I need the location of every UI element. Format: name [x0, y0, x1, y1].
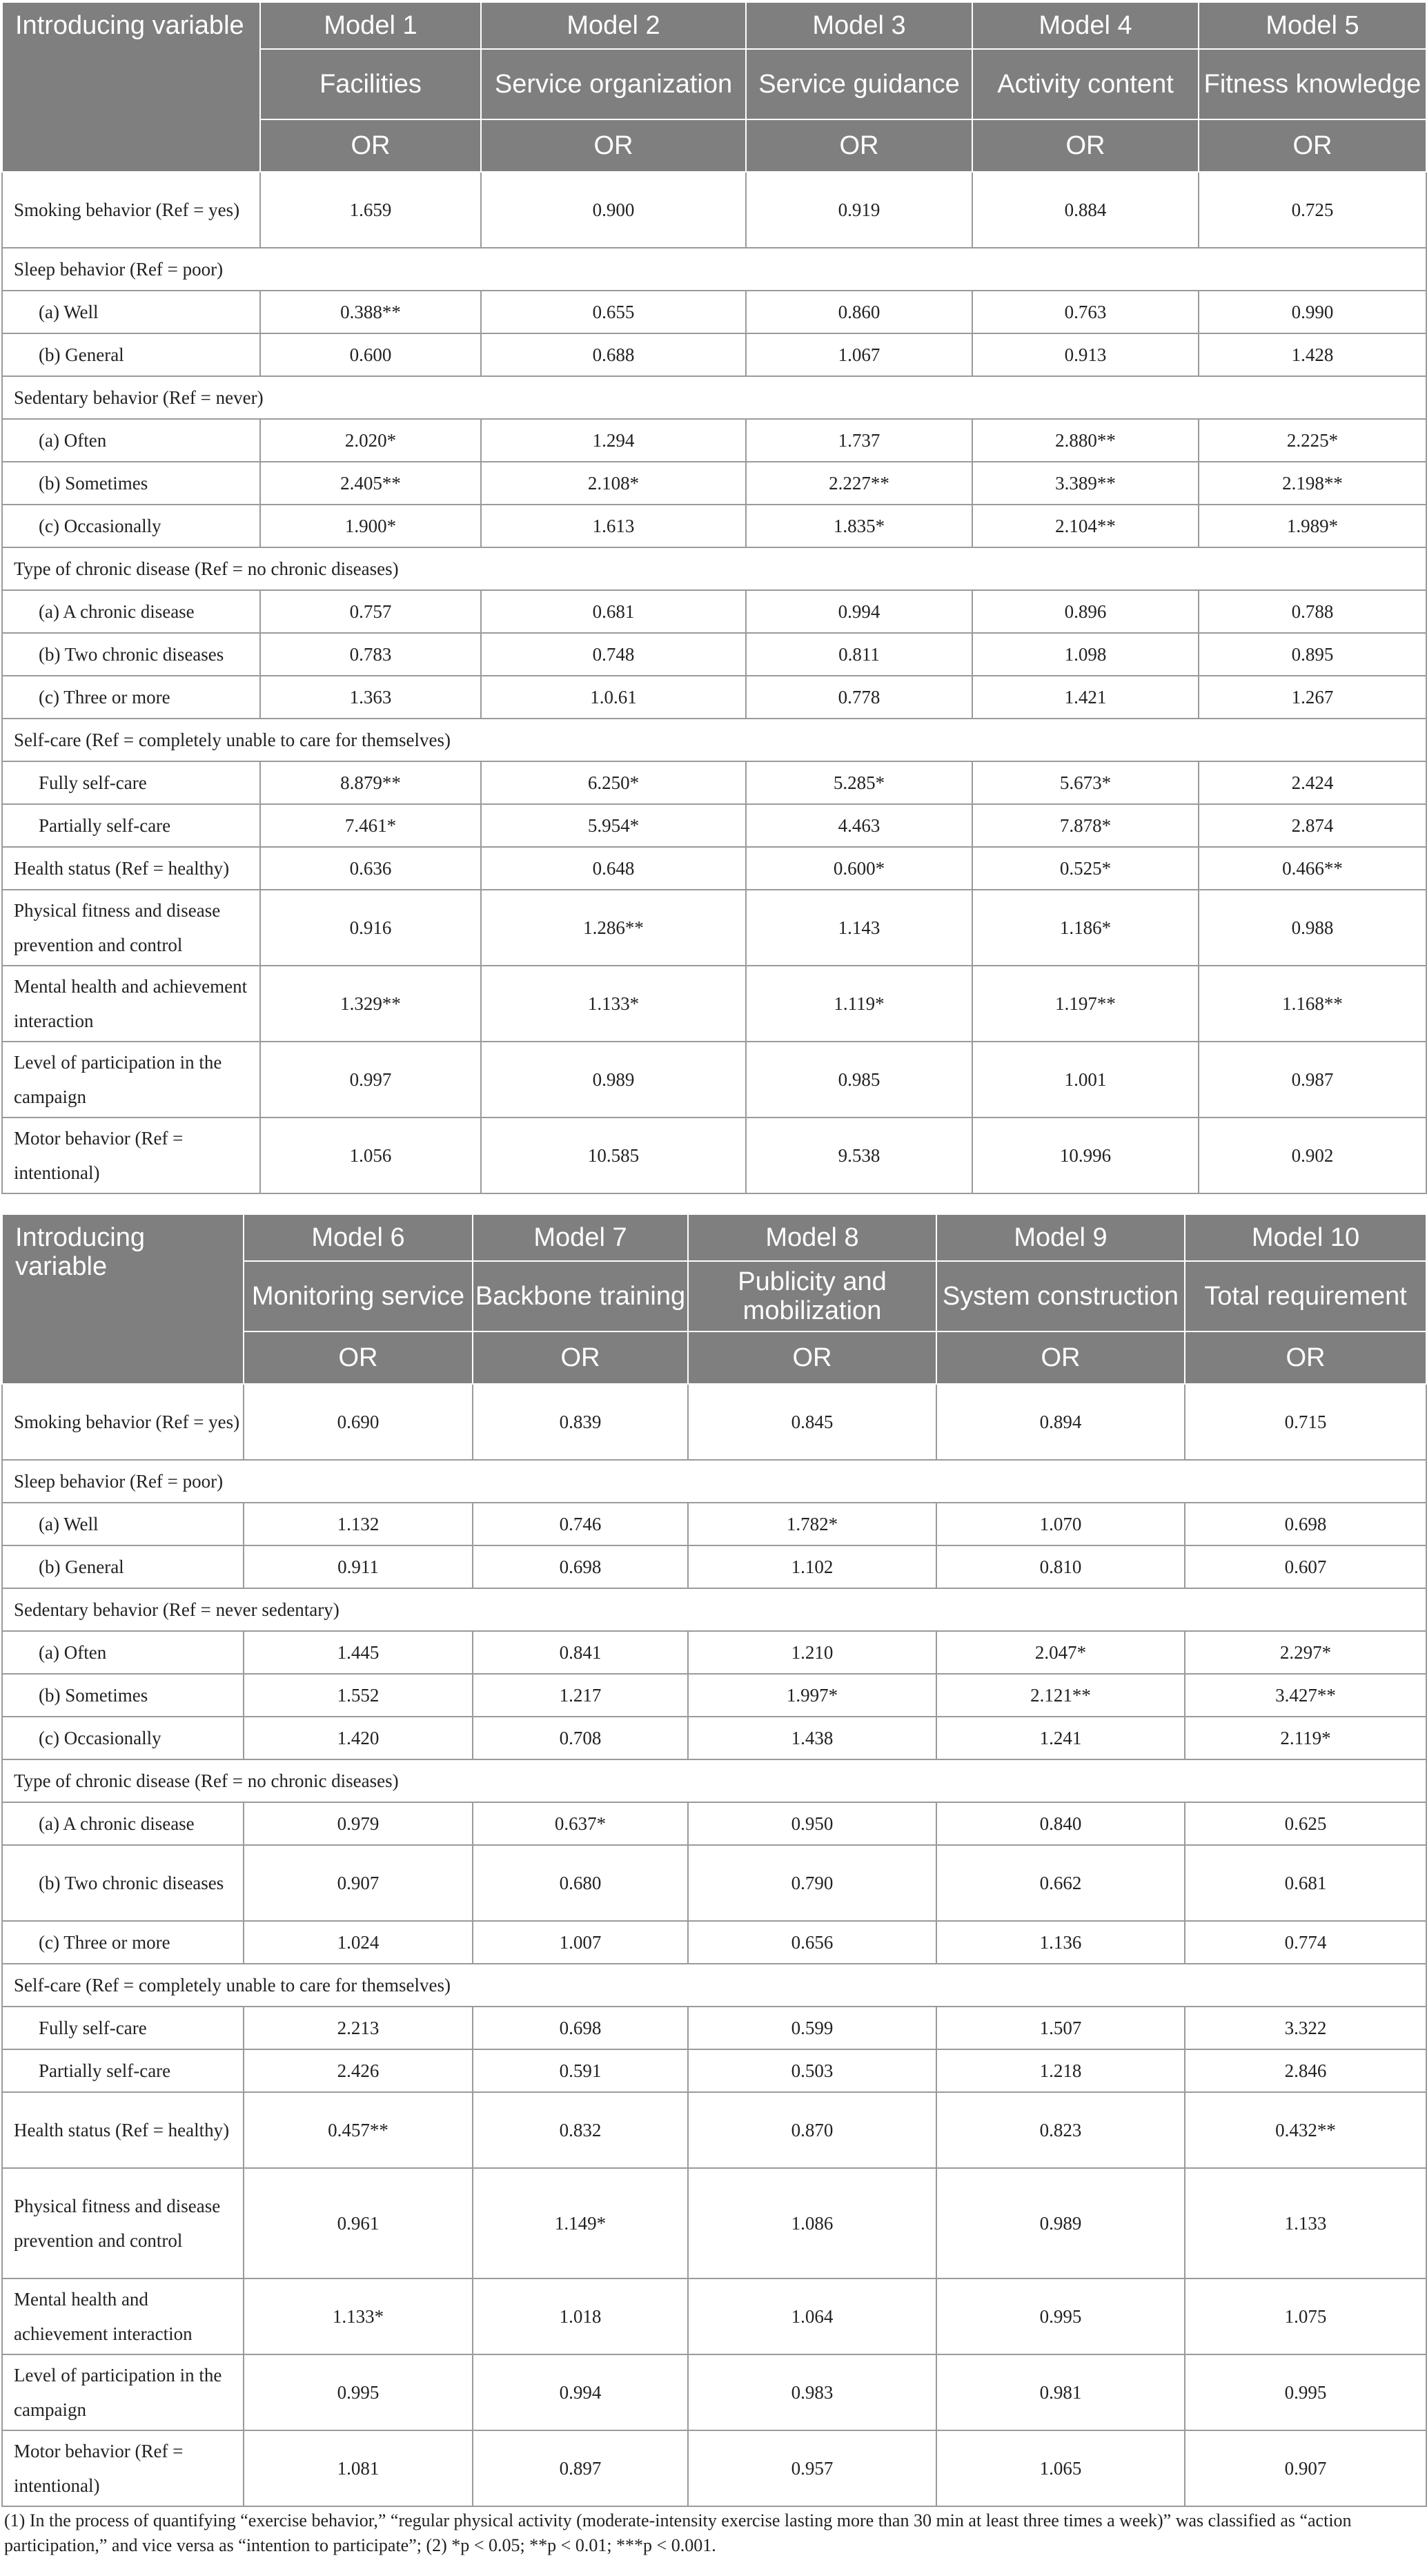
table-row	[2, 505, 1426, 547]
group-header-row	[2, 1964, 1426, 2007]
or-value: 0.995	[244, 2354, 473, 2430]
group-label: Self-care (Ref = completely unable to care for themselves)	[2, 1964, 1426, 2007]
or-value: 0.997	[260, 1042, 481, 1118]
variable-label: (a) Often	[2, 419, 260, 462]
or-value: 0.989	[481, 1042, 746, 1118]
variable-label: Level of participation in the campaign	[2, 1042, 260, 1118]
group-header-row	[2, 1759, 1426, 1802]
or-value: 0.599	[688, 2007, 936, 2049]
or-value: 1.241	[936, 1717, 1185, 1759]
group-label: Self-care (Ref = completely unable to care for themselves)	[2, 719, 1426, 761]
table-row	[2, 2049, 1426, 2092]
or-value: 1.024	[244, 1921, 473, 1964]
or-value: 1.081	[244, 2430, 473, 2506]
table-row	[2, 333, 1426, 376]
or-value: 2.108*	[481, 462, 746, 505]
or-value: 1.168**	[1199, 966, 1426, 1042]
introducing-variable-header: Introducing variable	[2, 1214, 244, 1384]
or-value: 0.994	[473, 2354, 688, 2430]
or-value: 1.001	[972, 1042, 1199, 1118]
table-row	[2, 1845, 1426, 1921]
or-value: 0.845	[688, 1384, 936, 1460]
or-value: 2.227**	[746, 462, 972, 505]
or-value: 1.132	[244, 1503, 473, 1545]
table-row	[2, 2430, 1426, 2506]
or-value: 6.250*	[481, 761, 746, 804]
or-value: 1.329**	[260, 966, 481, 1042]
or-value: 1.056	[260, 1118, 481, 1193]
variable-label: (c) Three or more	[2, 1921, 244, 1964]
group-header-row	[2, 1588, 1426, 1631]
model-number-header: Model 10	[1185, 1214, 1426, 1261]
model-number-header: Model 9	[936, 1214, 1185, 1261]
or-value: 0.525*	[972, 847, 1199, 890]
or-value: 3.322	[1185, 2007, 1426, 2049]
variable-label: (a) A chronic disease	[2, 1802, 244, 1845]
or-value: 1.737	[746, 419, 972, 462]
variable-label: (b) Two chronic diseases	[2, 633, 260, 676]
variable-label: Fully self-care	[2, 2007, 244, 2049]
model-name-header: Facilities	[260, 49, 481, 119]
odds-ratio-header: OR	[1199, 119, 1426, 172]
variable-label: (b) Sometimes	[2, 462, 260, 505]
or-value: 0.466**	[1199, 847, 1426, 890]
or-value: 0.648	[481, 847, 746, 890]
variable-label: (a) Often	[2, 1631, 244, 1674]
or-value: 0.698	[473, 1545, 688, 1588]
or-value: 2.880**	[972, 419, 1199, 462]
model-number-header: Model 7	[473, 1214, 688, 1261]
odds-ratio-header: OR	[746, 119, 972, 172]
or-value: 2.119*	[1185, 1717, 1426, 1759]
or-value: 7.878*	[972, 804, 1199, 847]
variable-label: (b) General	[2, 333, 260, 376]
variable-label: Physical fitness and disease prevention and control	[2, 890, 260, 966]
or-value: 0.763	[972, 291, 1199, 333]
group-label: Sleep behavior (Ref = poor)	[2, 248, 1426, 291]
or-value: 0.607	[1185, 1545, 1426, 1588]
or-value: 1.064	[688, 2279, 936, 2354]
odds-ratio-header: OR	[1185, 1331, 1426, 1384]
group-header-row	[2, 1460, 1426, 1503]
or-value: 0.860	[746, 291, 972, 333]
or-value: 0.688	[481, 333, 746, 376]
variable-label: (c) Occasionally	[2, 1717, 244, 1759]
table-row	[2, 804, 1426, 847]
or-value: 1.613	[481, 505, 746, 547]
or-value: 1.835*	[746, 505, 972, 547]
or-value: 1.119*	[746, 966, 972, 1042]
or-value: 0.636	[260, 847, 481, 890]
table-row	[2, 1118, 1426, 1193]
or-value: 8.879**	[260, 761, 481, 804]
or-value: 1.102	[688, 1545, 936, 1588]
or-value: 0.894	[936, 1384, 1185, 1460]
odds-ratio-header: OR	[688, 1331, 936, 1384]
or-value: 0.900	[481, 172, 746, 248]
group-label: Sedentary behavior (Ref = never)	[2, 376, 1426, 419]
variable-label: Smoking behavior (Ref = yes)	[2, 172, 260, 248]
table-row	[2, 590, 1426, 633]
model-number-header: Model 4	[972, 2, 1199, 49]
or-value: 0.656	[688, 1921, 936, 1964]
variable-label: Motor behavior (Ref = intentional)	[2, 1118, 260, 1193]
or-value: 0.841	[473, 1631, 688, 1674]
or-value: 0.961	[244, 2168, 473, 2279]
variable-label: Fully self-care	[2, 761, 260, 804]
variable-label: (b) General	[2, 1545, 244, 1588]
or-value: 0.989	[936, 2168, 1185, 2279]
or-value: 1.210	[688, 1631, 936, 1674]
variable-label: Mental health and achievement interaction	[2, 2279, 244, 2354]
or-value: 0.708	[473, 1717, 688, 1759]
or-value: 0.757	[260, 590, 481, 633]
or-value: 0.637*	[473, 1802, 688, 1845]
or-value: 1.133*	[244, 2279, 473, 2354]
or-value: 1.218	[936, 2049, 1185, 2092]
model-number-header: Model 8	[688, 1214, 936, 1261]
model-name-header: Service guidance	[746, 49, 972, 119]
or-value: 2.297*	[1185, 1631, 1426, 1674]
table-row	[2, 761, 1426, 804]
or-value: 1.294	[481, 419, 746, 462]
or-value: 1.997*	[688, 1674, 936, 1717]
or-value: 1.065	[936, 2430, 1185, 2506]
or-value: 3.389**	[972, 462, 1199, 505]
variable-label: Level of participation in the campaign	[2, 2354, 244, 2430]
variable-label: Motor behavior (Ref = intentional)	[2, 2430, 244, 2506]
or-value: 0.994	[746, 590, 972, 633]
table-row	[2, 2092, 1426, 2168]
variable-label: Partially self-care	[2, 2049, 244, 2092]
or-value: 0.839	[473, 1384, 688, 1460]
or-value: 0.985	[746, 1042, 972, 1118]
or-value: 0.913	[972, 333, 1199, 376]
or-value: 1.286**	[481, 890, 746, 966]
or-value: 1.217	[473, 1674, 688, 1717]
or-value: 0.907	[244, 1845, 473, 1921]
model-number-header: Model 3	[746, 2, 972, 49]
or-value: 0.916	[260, 890, 481, 966]
or-value: 2.426	[244, 2049, 473, 2092]
table-row	[2, 2279, 1426, 2354]
or-value: 1.186*	[972, 890, 1199, 966]
or-value: 2.424	[1199, 761, 1426, 804]
or-value: 0.895	[1199, 633, 1426, 676]
or-value: 2.104**	[972, 505, 1199, 547]
or-value: 1.428	[1199, 333, 1426, 376]
table-footnote: (1) In the process of quantifying “exercise behavior,” “regular physical activity (moderate-intensity exercise lasting more than 30 min at least three times a week)” was classified as “action participation,” and vice versa as “intention to participate”; (2) *p < 0.05; **p < 0.01; ***p < 0.001.	[4, 2510, 1352, 2555]
group-label: Type of chronic disease (Ref = no chronic diseases)	[2, 1759, 1426, 1802]
or-value: 0.725	[1199, 172, 1426, 248]
or-value: 1.098	[972, 633, 1199, 676]
introducing-variable-header: Introducing variable	[2, 2, 260, 172]
or-value: 1.659	[260, 172, 481, 248]
or-value: 1.420	[244, 1717, 473, 1759]
or-value: 0.811	[746, 633, 972, 676]
group-header-row	[2, 376, 1426, 419]
or-value: 0.748	[481, 633, 746, 676]
variable-label: Health status (Ref = healthy)	[2, 2092, 244, 2168]
or-value: 0.457**	[244, 2092, 473, 2168]
or-value: 2.020*	[260, 419, 481, 462]
or-value: 7.461*	[260, 804, 481, 847]
table-row	[2, 1631, 1426, 1674]
or-value: 0.600	[260, 333, 481, 376]
model-name-header: Service organization	[481, 49, 746, 119]
group-label: Sleep behavior (Ref = poor)	[2, 1460, 1426, 1503]
group-label: Sedentary behavior (Ref = never sedentary)	[2, 1588, 1426, 1631]
or-value: 0.957	[688, 2430, 936, 2506]
table-row	[2, 1674, 1426, 1717]
group-header-row	[2, 547, 1426, 590]
model-name-header: Total requirement	[1185, 1261, 1426, 1331]
variable-label: Health status (Ref = healthy)	[2, 847, 260, 890]
or-value: 0.995	[1185, 2354, 1426, 2430]
model-name-header: Fitness knowledge	[1199, 49, 1426, 119]
or-value: 0.698	[1185, 1503, 1426, 1545]
or-value: 0.655	[481, 291, 746, 333]
or-value: 0.884	[972, 172, 1199, 248]
or-value: 10.996	[972, 1118, 1199, 1193]
or-value: 2.121**	[936, 1674, 1185, 1717]
odds-ratio-header: OR	[972, 119, 1199, 172]
or-value: 0.788	[1199, 590, 1426, 633]
or-value: 0.690	[244, 1384, 473, 1460]
or-value: 5.954*	[481, 804, 746, 847]
model-number-header: Model 1	[260, 2, 481, 49]
table-row	[2, 2354, 1426, 2430]
table-row	[2, 1503, 1426, 1545]
or-value: 1.070	[936, 1503, 1185, 1545]
or-value: 0.911	[244, 1545, 473, 1588]
or-value: 1.782*	[688, 1503, 936, 1545]
or-value: 1.421	[972, 676, 1199, 719]
or-value: 0.680	[473, 1845, 688, 1921]
or-value: 0.715	[1185, 1384, 1426, 1460]
table-row	[2, 966, 1426, 1042]
or-value: 1.136	[936, 1921, 1185, 1964]
odds-ratio-header: OR	[936, 1331, 1185, 1384]
or-value: 9.538	[746, 1118, 972, 1193]
group-header-row	[2, 248, 1426, 291]
or-value: 0.840	[936, 1802, 1185, 1845]
or-value: 0.681	[1185, 1845, 1426, 1921]
or-value: 0.896	[972, 590, 1199, 633]
or-value: 1.0.61	[481, 676, 746, 719]
or-value: 2.405**	[260, 462, 481, 505]
or-value: 1.007	[473, 1921, 688, 1964]
odds-ratio-header: OR	[260, 119, 481, 172]
or-value: 1.133*	[481, 966, 746, 1042]
or-value: 0.503	[688, 2049, 936, 2092]
or-value: 0.681	[481, 590, 746, 633]
or-value: 1.552	[244, 1674, 473, 1717]
variable-label: Partially self-care	[2, 804, 260, 847]
variable-label: Smoking behavior (Ref = yes)	[2, 1384, 244, 1460]
table-row	[2, 847, 1426, 890]
or-value: 0.950	[688, 1802, 936, 1845]
or-value: 0.432**	[1185, 2092, 1426, 2168]
model-name-header: Monitoring service	[244, 1261, 473, 1331]
table-row	[2, 2007, 1426, 2049]
or-value: 0.995	[936, 2279, 1185, 2354]
or-value: 0.591	[473, 2049, 688, 2092]
table-row	[2, 633, 1426, 676]
or-value: 1.197**	[972, 966, 1199, 1042]
or-value: 2.213	[244, 2007, 473, 2049]
table-row	[2, 172, 1426, 248]
model-number-header: Model 6	[244, 1214, 473, 1261]
or-value: 0.983	[688, 2354, 936, 2430]
or-value: 0.832	[473, 2092, 688, 2168]
table-row	[2, 419, 1426, 462]
variable-label: Physical fitness and disease prevention and control	[2, 2168, 244, 2279]
or-value: 0.783	[260, 633, 481, 676]
odds-ratio-header: OR	[481, 119, 746, 172]
or-value: 0.907	[1185, 2430, 1426, 2506]
or-value: 0.698	[473, 2007, 688, 2049]
or-value: 0.988	[1199, 890, 1426, 966]
or-value: 0.823	[936, 2092, 1185, 2168]
or-value: 1.989*	[1199, 505, 1426, 547]
or-value: 2.225*	[1199, 419, 1426, 462]
or-table-models-1-5	[1, 1, 1427, 1194]
or-value: 0.810	[936, 1545, 1185, 1588]
variable-label: (b) Sometimes	[2, 1674, 244, 1717]
or-value: 0.902	[1199, 1118, 1426, 1193]
model-name-header: Activity content	[972, 49, 1199, 119]
or-value: 0.625	[1185, 1802, 1426, 1845]
or-value: 1.075	[1185, 2279, 1426, 2354]
model-name-header: Publicity and mobilization	[688, 1261, 936, 1331]
or-value: 0.990	[1199, 291, 1426, 333]
or-value: 2.047*	[936, 1631, 1185, 1674]
variable-label: (a) A chronic disease	[2, 590, 260, 633]
or-value: 0.919	[746, 172, 972, 248]
odds-ratio-header: OR	[473, 1331, 688, 1384]
or-value: 1.900*	[260, 505, 481, 547]
or-value: 0.600*	[746, 847, 972, 890]
model-name-header: Backbone training	[473, 1261, 688, 1331]
table-row	[2, 1545, 1426, 1588]
or-value: 1.086	[688, 2168, 936, 2279]
or-value: 2.846	[1185, 2049, 1426, 2092]
odds-ratio-header: OR	[244, 1331, 473, 1384]
group-header-row	[2, 719, 1426, 761]
variable-label: (a) Well	[2, 1503, 244, 1545]
or-value: 0.987	[1199, 1042, 1426, 1118]
or-value: 2.874	[1199, 804, 1426, 847]
table-row	[2, 1802, 1426, 1845]
or-value: 1.149*	[473, 2168, 688, 2279]
or-value: 0.746	[473, 1503, 688, 1545]
model-number-header: Model 5	[1199, 2, 1426, 49]
or-value: 1.267	[1199, 676, 1426, 719]
variable-label: (c) Three or more	[2, 676, 260, 719]
or-value: 1.018	[473, 2279, 688, 2354]
table-row	[2, 1921, 1426, 1964]
or-value: 0.870	[688, 2092, 936, 2168]
or-value: 1.067	[746, 333, 972, 376]
or-value: 1.445	[244, 1631, 473, 1674]
model-number-header: Model 2	[481, 2, 746, 49]
or-value: 1.363	[260, 676, 481, 719]
variable-label: Mental health and achievement interaction	[2, 966, 260, 1042]
or-value: 0.778	[746, 676, 972, 719]
variable-label: (b) Two chronic diseases	[2, 1845, 244, 1921]
table-row	[2, 291, 1426, 333]
or-table-models-6-10	[1, 1213, 1427, 2507]
model-name-header: System construction	[936, 1261, 1185, 1331]
table-row	[2, 890, 1426, 966]
or-value: 0.662	[936, 1845, 1185, 1921]
or-value: 3.427**	[1185, 1674, 1426, 1717]
or-value: 10.585	[481, 1118, 746, 1193]
or-value: 0.979	[244, 1802, 473, 1845]
table-row	[2, 462, 1426, 505]
or-value: 1.438	[688, 1717, 936, 1759]
table-row	[2, 2168, 1426, 2279]
variable-label: (a) Well	[2, 291, 260, 333]
table-row	[2, 1717, 1426, 1759]
or-value: 0.388**	[260, 291, 481, 333]
or-value: 0.981	[936, 2354, 1185, 2430]
table-row	[2, 1384, 1426, 1460]
or-value: 1.133	[1185, 2168, 1426, 2279]
variable-label: (c) Occasionally	[2, 505, 260, 547]
or-value: 1.507	[936, 2007, 1185, 2049]
or-value: 2.198**	[1199, 462, 1426, 505]
or-value: 4.463	[746, 804, 972, 847]
table-row	[2, 1042, 1426, 1118]
or-value: 0.790	[688, 1845, 936, 1921]
or-value: 5.673*	[972, 761, 1199, 804]
or-value: 1.143	[746, 890, 972, 966]
or-value: 5.285*	[746, 761, 972, 804]
group-label: Type of chronic disease (Ref = no chronic diseases)	[2, 547, 1426, 590]
or-value: 0.897	[473, 2430, 688, 2506]
table-row	[2, 676, 1426, 719]
or-value: 0.774	[1185, 1921, 1426, 1964]
